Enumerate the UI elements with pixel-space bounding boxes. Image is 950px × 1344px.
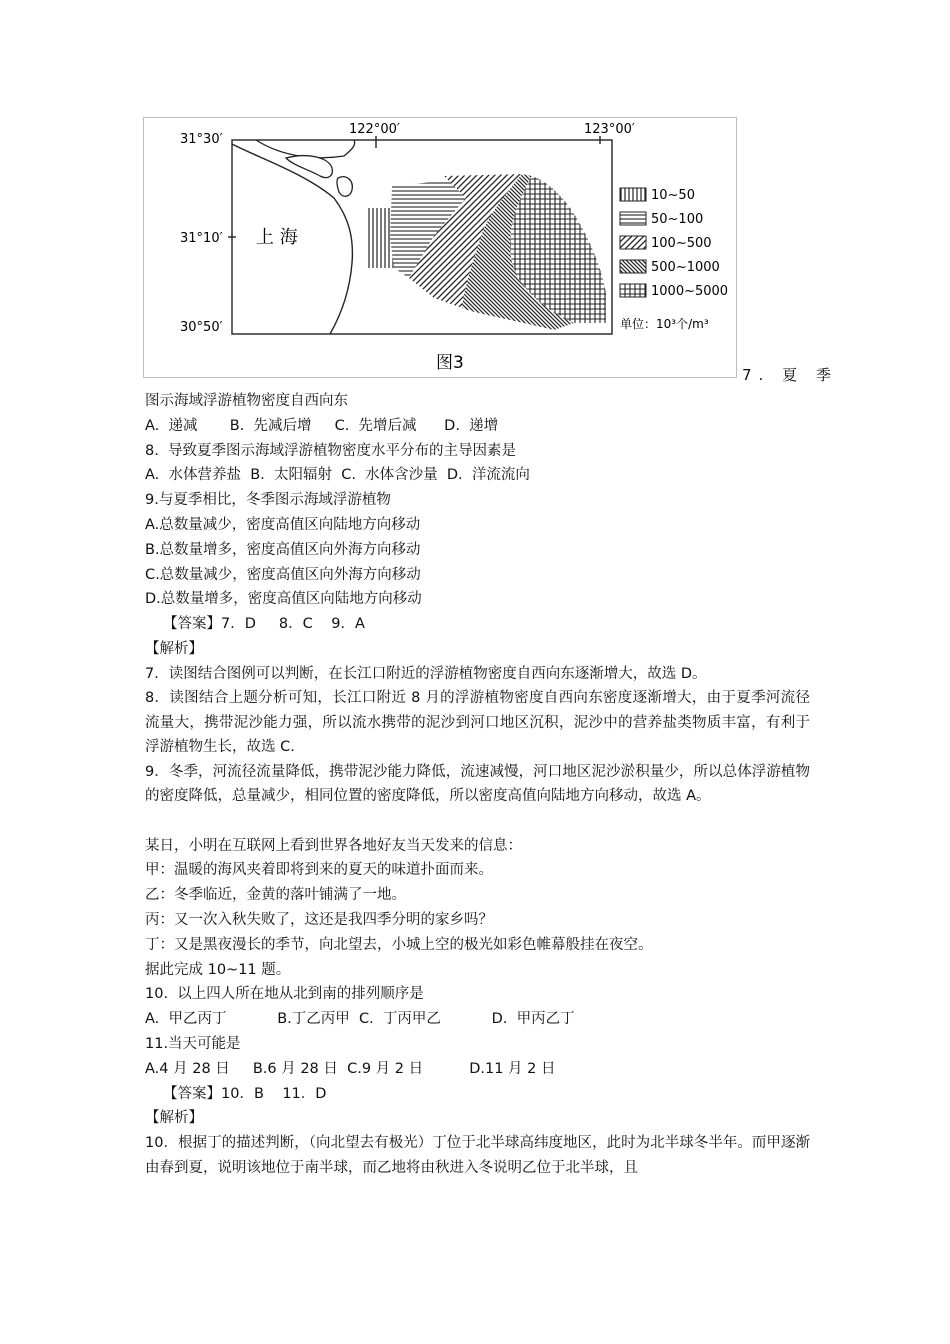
legend-label: 1000~5000 (651, 284, 729, 299)
lat-label: 30°50′ (180, 320, 223, 335)
q9-option-c: C.总数量减少，密度高值区向外海方向移动 (145, 566, 421, 583)
figure-3-map (143, 117, 737, 378)
analysis-9: 9．冬季，河流径流量降低，携带泥沙能力降低，流速减慢，河口地区泥沙淤积量少，所以总体浮游植物的密度降低，总量减少，相同位置的密度降低，所以密度高值向陆地方向移动，故选 A。 (145, 763, 810, 805)
passage-yi: 乙：冬季临近，金黄的落叶铺满了一地。 (145, 887, 406, 904)
lat-label: 31°10′ (180, 231, 223, 246)
analysis-label: 【解析】 (145, 640, 203, 657)
analysis-7: 7．读图结合图例可以判断，在长江口附近的浮游植物密度自西向东逐渐增大，故选 D。 (145, 665, 707, 682)
place-label-shanghai: 上 海 (256, 227, 298, 248)
passage-bing: 丙：又一次入秋失败了，这还是我四季分明的家乡吗？ (145, 911, 493, 928)
answer-line: 【答案】7．D 8．C 9．A (163, 616, 365, 633)
analysis-label-2: 【解析】 (145, 1110, 203, 1127)
q9-option-a: A.总数量减少，密度高值区向陆地方向移动 (145, 516, 421, 533)
q10-options: A. 甲乙丙丁 B.丁乙丙甲 C. 丁丙甲乙 D. 甲丙乙丁 (145, 1011, 575, 1028)
legend-label: 500~1000 (651, 260, 720, 275)
passage-ding: 丁：又是黑夜漫长的季节，向北望去，小城上空的极光如彩色帷幕般挂在夜空。 (145, 936, 653, 953)
lat-label: 31°30′ (180, 132, 223, 147)
lon-label: 122°00′ (349, 122, 400, 137)
island (337, 177, 352, 197)
passage-jia: 甲：温暖的海风夹着即将到来的夏天的味道扑面而来。 (145, 862, 493, 879)
q10-stem: 10. 以上四人所在地从北到南的排列顺序是 (145, 986, 424, 1003)
q8-stem: 8. 导致夏季图示海域浮游植物密度水平分布的主导因素是 (145, 442, 517, 459)
lon-label: 123°00′ (584, 122, 635, 137)
legend-label: 50~100 (651, 212, 704, 227)
legend-label: 100~500 (651, 236, 712, 251)
passage-intro: 某日，小明在互联网上看到世界各地好友当天发来的信息： (145, 837, 522, 854)
q7-number: 7. 夏 季 (742, 366, 838, 384)
question-block (145, 389, 810, 1180)
analysis-8: 8．读图结合上题分析可知，长江口附近 8 月的浮游植物密度自西向东密度逐渐增大，由于夏季河流径流量大，携带泥沙能力强，所以流水携带的泥沙到河口地区沉积，泥沙中的营养盐类物质丰富，有利于浮游植物生长，故选 C. (145, 690, 810, 756)
q7-stem: 图示海域浮游植物密度自西向东 (145, 393, 348, 409)
analysis-10: 10．根据丁的描述判断，（向北望去有极光）丁位于北半球高纬度地区，此时为北半球冬半年。而甲逐渐由春到夏，说明该地位于南半球，而乙地将由秋进入冬说明乙位于北半球，且 (145, 1135, 810, 1176)
q9-option-d: D.总数量增多，密度高值区向陆地方向移动 (145, 591, 422, 608)
q9-stem: 9.与夏季相比，冬季图示海域浮游植物 (145, 492, 391, 509)
passage-task: 据此完成 10~11 题。 (145, 961, 291, 978)
answer-line-2: 【答案】10．B 11．D (163, 1085, 327, 1102)
figure-caption: 图3 (436, 353, 464, 373)
q9-option-b: B.总数量增多，密度高值区向外海方向移动 (145, 541, 421, 558)
q7-options: A. 递减 B. 先减后增 C. 先增后减 D. 递增 (145, 417, 499, 434)
q11-stem: 11.当天可能是 (145, 1035, 241, 1052)
q11-options: A.4 月 28 日 B.6 月 28 日 C.9 月 2 日 D.11 月 2 日 (145, 1060, 556, 1077)
unit-label: 单位：10³个/m³ (620, 317, 709, 331)
legend-label: 10~50 (651, 188, 695, 203)
q8-options: A. 水体营养盐 B. 太阳辐射 C. 水体含沙量 D. 洋流流向 (145, 467, 530, 484)
